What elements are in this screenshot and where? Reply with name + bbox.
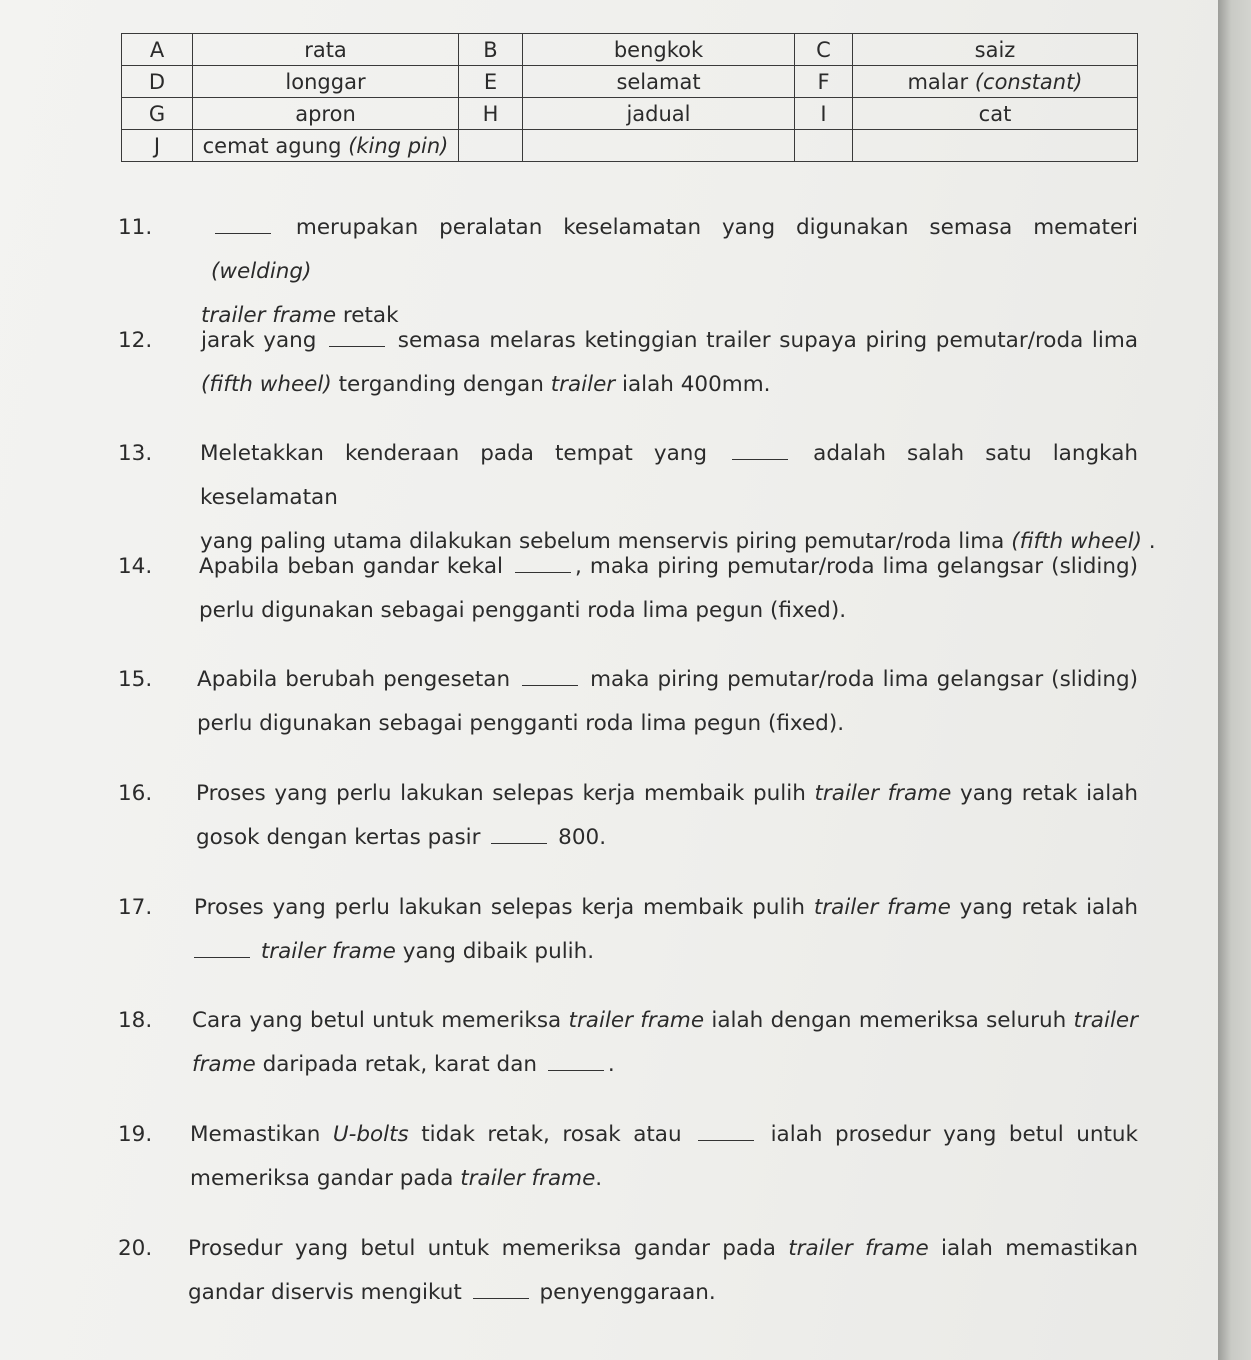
option-term-text: cemat agung [202, 133, 342, 158]
question-number: 15. [118, 667, 153, 692]
table-row [122, 34, 1138, 66]
option-term: bengkok [523, 34, 795, 66]
option-term-italic: (constant) [974, 69, 1083, 94]
option-term: selamat [523, 66, 795, 98]
question-line-1: merupakan peralatan keselamatan yang digunakan semasa memateri (welding) [211, 215, 1138, 284]
question-number: 19. [118, 1122, 153, 1147]
option-letter: I [795, 98, 853, 130]
empty-cell [459, 130, 523, 162]
question-number: 20. [118, 1236, 153, 1261]
option-term: rata [193, 34, 459, 66]
answer-blank[interactable] [732, 458, 788, 460]
question-16 [118, 772, 1138, 860]
option-letter: B [459, 34, 523, 66]
question-20 [118, 1227, 1138, 1315]
question-number: 11. [118, 215, 153, 240]
question-number: 16. [118, 781, 153, 806]
question-line-2: trailer frame retak [201, 303, 399, 328]
answer-blank[interactable] [473, 1297, 529, 1299]
option-letter: F [795, 66, 853, 98]
option-letter: J [122, 130, 193, 162]
table-row [122, 130, 1138, 162]
question-line-2: gosok dengan kertas pasir 800. [196, 825, 607, 850]
option-term [193, 130, 459, 162]
option-term: apron [193, 98, 459, 130]
question-line-2: trailer frame yang dibaik pulih. [118, 930, 1138, 974]
question-18 [118, 999, 1138, 1087]
question-line-1: jarak yang semasa melaras ketinggian trailer supaya piring pemutar/roda lima [201, 328, 1138, 353]
table-row [122, 98, 1138, 130]
option-letter: E [459, 66, 523, 98]
question-line-1: Proses yang perlu lakukan selepas kerja membaik pulih trailer frame yang retak ialah [194, 895, 1139, 920]
answer-blank[interactable] [194, 956, 250, 958]
answer-blank[interactable] [548, 1069, 604, 1071]
option-term [853, 66, 1138, 98]
question-number: 13. [118, 441, 153, 466]
option-letter: D [122, 66, 193, 98]
answer-blank[interactable] [515, 571, 571, 573]
option-term: cat [853, 98, 1138, 130]
empty-cell [853, 130, 1138, 162]
answer-blank[interactable] [329, 345, 385, 347]
answer-blank[interactable] [522, 684, 578, 686]
option-letter: C [795, 34, 853, 66]
page-edge-shadow [1218, 0, 1251, 1360]
question-number: 17. [118, 895, 153, 920]
question-line-1: Apabila beban gandar kekal , maka piring pemutar/roda lima gelangsar (sliding) [199, 554, 1138, 579]
question-line-2: yang paling utama dilakukan sebelum menservis piring pemutar/roda lima (fifth wheel) . [200, 529, 1156, 554]
question-17 [118, 886, 1138, 974]
question-line-1: Proses yang perlu lakukan selepas kerja membaik pulih trailer frame yang retak ialah [196, 781, 1139, 806]
question-line-1: Memastikan U-bolts tidak retak, rosak atau ialah prosedur yang betul untuk [190, 1122, 1138, 1147]
question-number: 12. [118, 328, 153, 353]
answer-options-table [121, 33, 1138, 162]
answer-blank[interactable] [698, 1139, 754, 1141]
question-number: 14. [118, 554, 153, 579]
question-line-1: Prosedur yang betul untuk memeriksa gandar pada trailer frame ialah memastikan [188, 1236, 1138, 1261]
question-line-2: perlu digunakan sebagai pengganti roda lima pegun (fixed). [197, 711, 845, 736]
question-15 [118, 658, 1138, 746]
option-term-italic: (king pin) [348, 133, 449, 158]
question-number: 18. [118, 1008, 153, 1033]
option-letter: H [459, 98, 523, 130]
question-line-2: gandar diservis mengikut penyenggaraan. [188, 1280, 716, 1305]
question-14 [118, 545, 1138, 633]
option-term: saiz [853, 34, 1138, 66]
question-line-2: perlu digunakan sebagai pengganti roda lima pegun (fixed). [199, 598, 847, 623]
option-term-text: malar [907, 69, 969, 94]
table-row [122, 66, 1138, 98]
empty-cell [523, 130, 795, 162]
option-letter: A [122, 34, 193, 66]
option-letter: G [122, 98, 193, 130]
question-line-1: Meletakkan kenderaan pada tempat yang adalah salah satu langkah keselamatan [200, 441, 1138, 510]
answer-blank[interactable] [491, 842, 547, 844]
question-19 [118, 1113, 1138, 1201]
question-12 [118, 319, 1138, 407]
question-line-2: frame daripada retak, karat dan . [192, 1052, 615, 1077]
answer-blank[interactable] [215, 232, 271, 234]
question-line-2: (fifth wheel) terganding dengan trailer ialah 400mm. [201, 372, 771, 397]
option-term: longgar [193, 66, 459, 98]
question-line-1: Apabila berubah pengesetan maka piring pemutar/roda lima gelangsar (sliding) [197, 667, 1139, 692]
question-line-1: Cara yang betul untuk memeriksa trailer frame ialah dengan memeriksa seluruh trailer [192, 1008, 1138, 1033]
question-line-2: memeriksa gandar pada trailer frame. [190, 1166, 603, 1191]
empty-cell [795, 130, 853, 162]
option-term: jadual [523, 98, 795, 130]
